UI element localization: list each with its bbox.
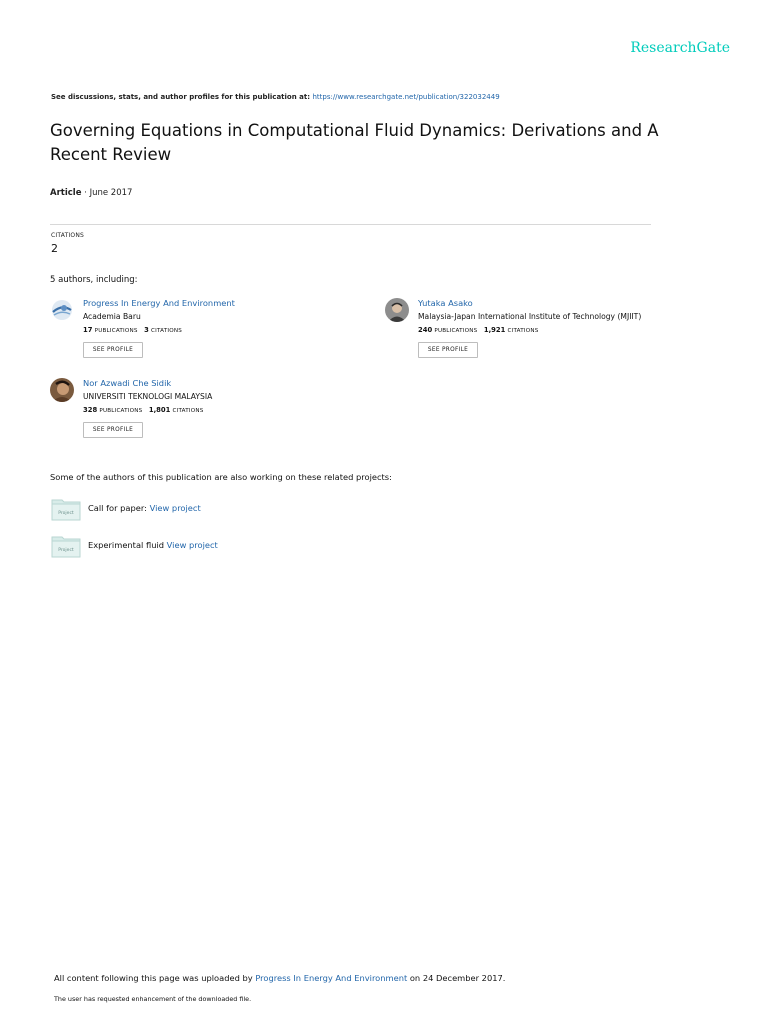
see-profile-button[interactable]: SEE PROFILE — [418, 342, 478, 358]
meta-separator: · — [84, 188, 87, 198]
citations-label: CITATIONS — [172, 408, 204, 414]
citations-label: CITATIONS — [151, 328, 182, 334]
citations-count: 1,921 — [483, 326, 506, 334]
author-stats — [83, 406, 203, 414]
author-stats — [83, 326, 182, 334]
publications-count: 17 — [83, 326, 93, 334]
author-avatar[interactable] — [50, 298, 74, 322]
citations-label: CITATIONS — [507, 328, 539, 334]
project-text — [88, 540, 218, 550]
article-type: Article — [50, 188, 82, 198]
article-meta — [50, 188, 132, 198]
citations-label: CITATIONS — [51, 232, 85, 239]
project-folder-icon — [51, 497, 81, 519]
author-avatar[interactable] — [385, 298, 409, 322]
publication-link[interactable]: https://www.researchgate.net/publication/322032449 — [312, 93, 500, 101]
project-folder-icon — [51, 534, 81, 556]
enhancement-note: The user has requested enhancement of the downloaded file. — [54, 995, 252, 1003]
article-date: June 2017 — [89, 188, 133, 198]
person-photo-icon — [385, 298, 409, 322]
upload-note — [54, 973, 505, 983]
researchgate-logo[interactable]: ResearchGate — [630, 40, 730, 56]
project-text — [88, 503, 201, 513]
project-name: Experimental fluid — [88, 540, 165, 550]
uploader-link[interactable]: Progress In Energy And Environment — [255, 973, 408, 983]
author-name[interactable]: Yutaka Asako — [418, 298, 473, 308]
publications-label: PUBLICATIONS — [94, 328, 138, 334]
upload-prefix: All content following this page was uploaded by — [54, 973, 253, 983]
authors-heading: 5 authors, including: — [50, 275, 138, 285]
citations-count: 3 — [144, 326, 149, 334]
project-name: Call for paper: — [88, 503, 147, 513]
view-project-link[interactable]: View project — [166, 540, 218, 550]
view-project-link[interactable]: View project — [149, 503, 201, 513]
citations-count: 1,801 — [148, 406, 171, 414]
paper-title: Governing Equations in Computational Fluid Dynamics: Derivations and A Recent Review — [50, 121, 659, 164]
publications-count: 240 — [418, 326, 433, 334]
project-icon-label: Project — [58, 511, 74, 516]
author-avatar[interactable] — [50, 378, 74, 402]
author-name[interactable]: Nor Azwadi Che Sidik — [83, 378, 172, 388]
related-projects-heading: Some of the authors of this publication are also working on these related projects: — [50, 472, 392, 482]
divider — [50, 224, 651, 225]
see-profile-button[interactable]: SEE PROFILE — [83, 422, 143, 438]
person-photo-icon — [50, 378, 74, 402]
project-icon-label: Project — [58, 548, 74, 553]
citations-count: 2 — [51, 242, 58, 255]
author-institution: Academia Baru — [83, 312, 141, 321]
see-profile-button[interactable]: SEE PROFILE — [83, 342, 143, 358]
discussion-prefix: See discussions, stats, and author profiles for this publication at: — [51, 93, 311, 101]
author-stats — [418, 326, 538, 334]
publications-label: PUBLICATIONS — [99, 408, 143, 414]
author-institution: Malaysia-Japan International Institute of Technology (MJIIT) — [418, 312, 642, 321]
globe-icon — [50, 298, 74, 322]
publications-count: 328 — [83, 406, 98, 414]
publications-label: PUBLICATIONS — [434, 328, 478, 334]
upload-suffix: on 24 December 2017. — [409, 973, 506, 983]
author-institution: UNIVERSITI TEKNOLOGI MALAYSIA — [83, 392, 213, 401]
discussion-line — [51, 93, 500, 101]
author-name[interactable]: Progress In Energy And Environment — [83, 298, 235, 308]
